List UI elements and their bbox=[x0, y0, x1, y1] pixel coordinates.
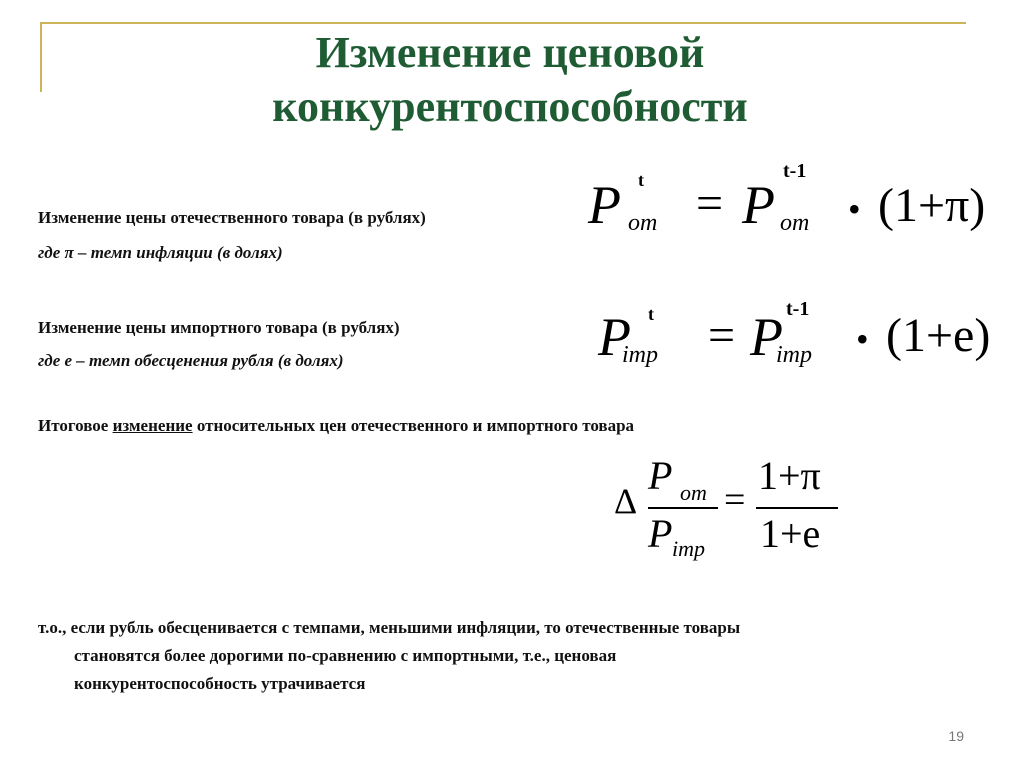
formula1-sup-t: t bbox=[638, 170, 644, 190]
formula2-p-right: P bbox=[750, 307, 783, 367]
slide-title bbox=[150, 26, 870, 134]
section1-note: где π – темп инфляции (в долях) bbox=[38, 243, 283, 262]
formula2-p-left: P bbox=[598, 307, 631, 367]
formula2-sup-t: t bbox=[648, 304, 654, 324]
conclusion-paragraph bbox=[38, 614, 998, 698]
formula2-dot: • bbox=[856, 319, 869, 359]
formula2-sub-imp-right: imp bbox=[776, 342, 812, 368]
frame-top-border bbox=[40, 22, 966, 24]
formula3-left-fraction-bar bbox=[648, 507, 718, 509]
section2-label: Изменение цены импортного товара (в рублях) bbox=[38, 318, 400, 337]
formula3-sub-imp: imp bbox=[672, 536, 705, 561]
conclusion-line-3: конкурентоспособность утрачивается bbox=[74, 674, 366, 693]
formula2-sub-imp-left: imp bbox=[622, 342, 658, 368]
formula1-sub-om-left: om bbox=[628, 210, 658, 236]
formula1-equals: = bbox=[696, 177, 724, 230]
formula3-right-fraction-bar bbox=[756, 507, 838, 509]
formula2-paren-term: (1+e) bbox=[886, 309, 991, 362]
title-line-1: Изменение ценовой bbox=[315, 28, 705, 77]
section3-label bbox=[38, 416, 634, 436]
formula3-numerator: 1+π bbox=[758, 453, 821, 498]
section1-label: Изменение цены отечественного товара (в рублях) bbox=[38, 208, 426, 227]
formula3-denominator-p: P bbox=[648, 511, 673, 556]
section3-label-pre: Итоговое bbox=[38, 416, 113, 435]
formula1-sup-t1: t-1 bbox=[783, 160, 807, 182]
formula1-p-right: P bbox=[742, 175, 775, 235]
formula3-numerator-p: P bbox=[648, 453, 673, 498]
section2-note: где е – темп обесценения рубля (в долях) bbox=[38, 351, 344, 370]
formula1-p-left: P bbox=[588, 175, 621, 235]
formula3-delta: Δ bbox=[614, 481, 638, 521]
frame-left-border bbox=[40, 22, 42, 92]
title-line-2: конкурентоспособности bbox=[272, 82, 748, 131]
section3-label-underlined: изменение bbox=[112, 416, 193, 435]
conclusion-line-1: т.о., если рубль обесценивается с темпами, меньшими инфляции, то отечественные товары bbox=[38, 618, 741, 637]
formula3-sub-om: om bbox=[680, 480, 707, 505]
conclusion-line-2: становятся более дорогими по-сравнению с импортными, т.е., ценовая bbox=[74, 646, 617, 665]
formula2-sup-t1: t-1 bbox=[786, 298, 810, 320]
section3-label-post: относительных цен отечественного и импортного товара bbox=[192, 416, 635, 435]
formula2-equals: = bbox=[708, 309, 736, 362]
page-number: 19 bbox=[948, 728, 964, 744]
formula3-equals: = bbox=[724, 479, 746, 521]
formula1-sub-om-right: om bbox=[780, 210, 810, 236]
formula1-paren-term: (1+π) bbox=[878, 179, 986, 232]
formula1-dot: • bbox=[848, 189, 861, 229]
formula3-denominator: 1+e bbox=[760, 511, 821, 556]
